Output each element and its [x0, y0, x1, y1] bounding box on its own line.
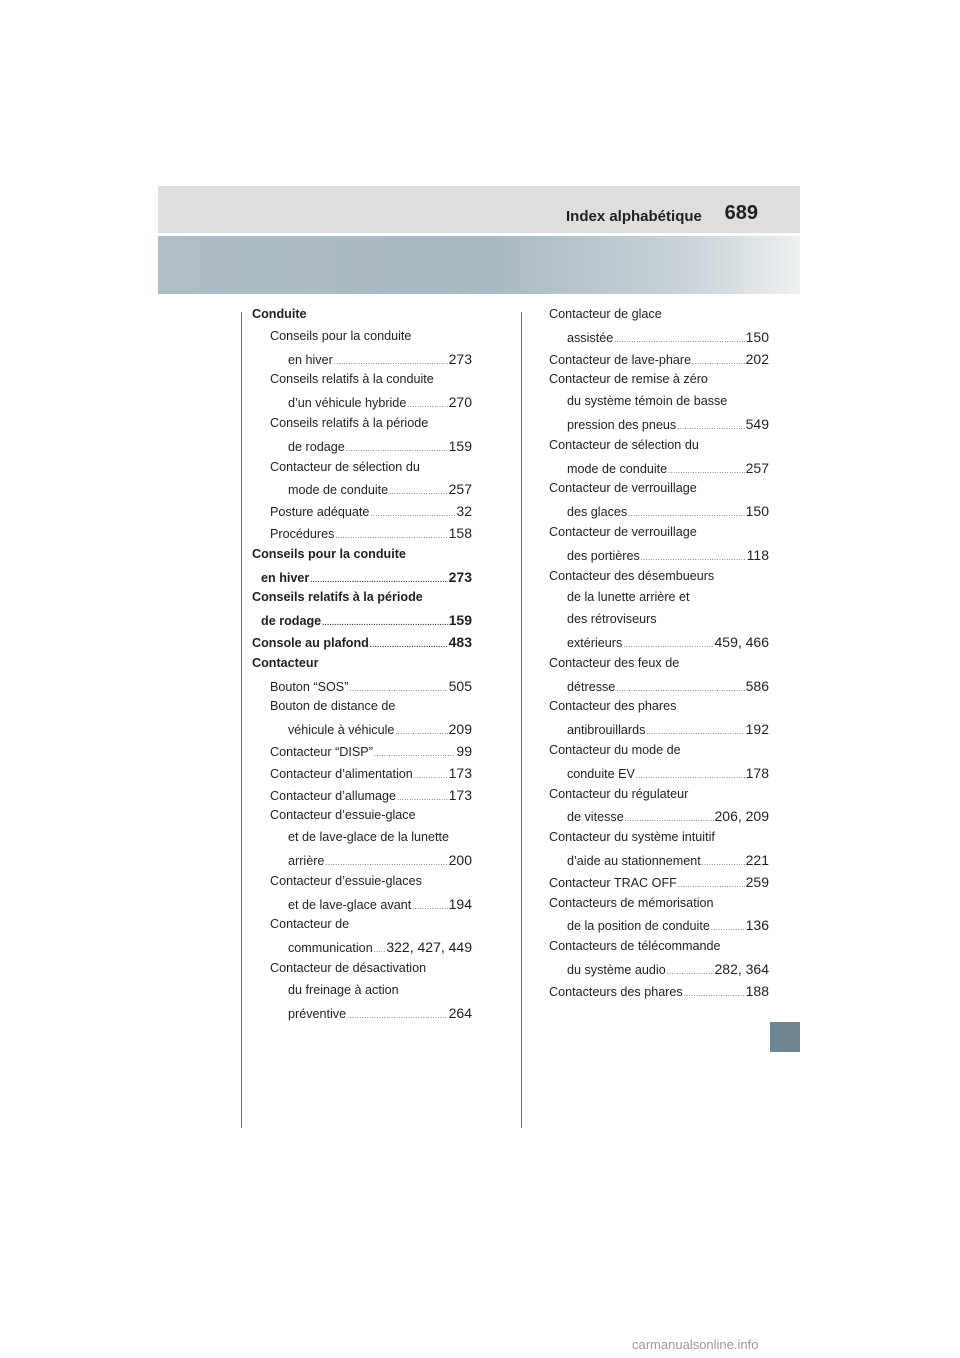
index-entry-text: Contacteur de glace: [549, 307, 662, 321]
leader-dots: [636, 773, 745, 780]
index-entry-text: mode de conduite: [567, 461, 668, 476]
index-entry-text: des rétroviseurs: [567, 612, 657, 627]
index-entry: [252, 983, 472, 1005]
leader-dots: [407, 402, 447, 409]
index-entry: [252, 896, 472, 918]
index-entry-text: Contacteur de sélection du: [270, 459, 420, 474]
leader-dots: [346, 446, 448, 453]
header-bar: [158, 186, 800, 233]
leader-dots: [412, 904, 447, 911]
index-column-right: [549, 307, 769, 1005]
index-entry: [549, 438, 769, 460]
index-entry: [549, 874, 769, 896]
leader-dots: [623, 642, 713, 649]
index-entry-text: Conseils pour la conduite: [252, 546, 406, 561]
index-entry: [252, 743, 472, 765]
leader-dots: [325, 860, 447, 867]
index-entry-text: du système audio: [567, 962, 666, 977]
watermark: carmanualsonline.info: [632, 1337, 759, 1352]
leader-dots: [668, 468, 745, 475]
index-entry: [252, 765, 472, 787]
index-entry: [252, 351, 472, 373]
leader-dots: [374, 751, 456, 758]
index-entry: [549, 852, 769, 874]
index-entry-page: 159: [448, 437, 472, 454]
index-entry-text: et de lave-glace avant: [288, 897, 412, 912]
leader-dots: [370, 642, 448, 649]
decorative-band: [158, 236, 800, 294]
index-entry: [549, 460, 769, 482]
leader-dots: [625, 816, 714, 823]
section-thumb-tab: [770, 1022, 800, 1052]
index-entry-text: Contacteur: [252, 655, 319, 670]
index-entry-text: Contacteur des phares: [549, 699, 677, 714]
index-entry-text: Procédures: [270, 526, 335, 541]
index-entry-text: de rodage: [261, 614, 322, 629]
index-entry-page: 257: [745, 459, 769, 476]
index-entry-text: Contacteur de: [270, 917, 350, 932]
index-entry-text: arrière: [288, 853, 325, 868]
index-entry-text: Contacteur du mode de: [549, 742, 681, 757]
leader-dots: [667, 969, 714, 976]
index-entry-page: 209: [448, 721, 472, 738]
index-entry-page: 586: [745, 677, 769, 694]
leader-dots: [616, 686, 744, 693]
index-entry: [252, 612, 472, 634]
index-entry-text: Contacteur de lave-phare: [549, 352, 692, 367]
index-entry: [252, 852, 472, 874]
index-entry-text: communication: [288, 941, 373, 956]
index-entry-text: préventive: [288, 1006, 347, 1021]
index-entry-text: du freinage à action: [288, 982, 399, 997]
index-entry-page: 118: [746, 546, 769, 563]
index-entry: [549, 503, 769, 525]
index-entry: [252, 590, 472, 612]
index-entry-text: de la position de conduite: [567, 919, 710, 934]
index-entry-page: 206, 209: [714, 808, 769, 825]
index-entry-page: 188: [745, 982, 769, 999]
leader-dots: [614, 337, 744, 344]
index-entry-page: 264: [448, 1004, 472, 1021]
index-entry: [252, 634, 472, 656]
leader-dots: [692, 359, 745, 366]
index-entry: [549, 983, 769, 1005]
index-entry: [549, 394, 769, 416]
index-entry-text: Conseils relatifs à la période: [270, 415, 429, 430]
index-entry-page: 270: [448, 394, 472, 411]
index-entry-text: Contacteur “DISP”: [270, 744, 373, 759]
index-entry: [549, 917, 769, 939]
index-entry: [549, 830, 769, 852]
page-number: 689: [724, 202, 758, 224]
index-entry-text: d’un véhicule hybride: [288, 396, 407, 411]
index-entry: [549, 329, 769, 351]
index-entry: [252, 394, 472, 416]
index-entry-text: Contacteur d’alimentation: [270, 766, 413, 781]
index-entry-page: 257: [448, 481, 472, 498]
index-entry-text: Contacteurs de télécommande: [549, 939, 721, 954]
index-entry: [252, 787, 472, 809]
index-entry: [252, 830, 472, 852]
index-entry: [549, 481, 769, 503]
index-entry: [549, 808, 769, 830]
index-entry-text: Conseils relatifs à la conduite: [270, 372, 434, 387]
index-entry: [549, 699, 769, 721]
index-entry-page: 32: [456, 503, 472, 520]
index-entry: [252, 307, 472, 329]
index-entry-text: Contacteur d’allumage: [270, 788, 397, 803]
index-entry-text: Contacteur de verrouillage: [549, 524, 697, 539]
index-entry-page: 221: [745, 851, 769, 868]
index-entry-page: 173: [448, 764, 472, 781]
index-entry-text: en hiver: [288, 352, 333, 367]
index-entry-text: des portières: [567, 548, 640, 563]
leader-dots: [414, 773, 448, 780]
index-entry-text: conduite EV: [567, 766, 635, 781]
index-entry-page: 150: [745, 328, 769, 345]
index-entry: [252, 678, 472, 700]
index-entry: [549, 590, 769, 612]
index-entry-text: de rodage: [288, 439, 345, 454]
index-entry: [252, 503, 472, 525]
index-entry-text: Contacteur du système intuitif: [549, 830, 715, 845]
index-entry: [252, 961, 472, 983]
index-entry: [252, 481, 472, 503]
left-column-rule: [241, 312, 242, 1128]
index-entry: [549, 961, 769, 983]
index-entry-page: 282, 364: [714, 960, 769, 977]
leader-dots: [347, 1013, 448, 1020]
index-entry-text: Contacteur d’essuie-glaces: [270, 873, 422, 888]
index-entry: [549, 372, 769, 394]
index-entry-text: des glaces: [567, 505, 628, 520]
index-entry: [549, 787, 769, 809]
leader-dots: [395, 729, 447, 736]
index-entry-text: Contacteur de sélection du: [549, 437, 699, 452]
index-entry: [252, 939, 472, 961]
index-entry: [549, 656, 769, 678]
index-entry: [549, 765, 769, 787]
index-entry-page: 202: [745, 350, 769, 367]
leader-dots: [678, 882, 745, 889]
index-entry-text: Console au plafond: [252, 635, 369, 650]
index-entry: [252, 525, 472, 547]
index-entry-text: en hiver: [261, 570, 310, 585]
index-entry: [252, 874, 472, 896]
index-entry-text: Contacteur de désactivation: [270, 960, 427, 975]
index-entry-text: du système témoin de basse: [567, 394, 728, 409]
index-entry: [252, 329, 472, 351]
leader-dots: [322, 620, 447, 627]
leader-dots: [641, 555, 746, 562]
index-entry-page: 322, 427, 449: [386, 939, 472, 956]
page-title: Index alphabétique: [566, 208, 702, 225]
index-entry-page: 159: [448, 612, 472, 629]
index-entry-text: Contacteur de verrouillage: [549, 481, 697, 496]
index-entry: [549, 678, 769, 700]
index-entry: [549, 525, 769, 547]
index-entry-text: Bouton “SOS”: [270, 679, 349, 694]
index-entry-page: 200: [448, 851, 472, 868]
index-entry-page: 273: [448, 350, 472, 367]
index-entry: [549, 569, 769, 591]
index-entry-text: véhicule à véhicule: [288, 723, 395, 738]
leader-dots: [335, 533, 447, 540]
index-entry: [252, 917, 472, 939]
index-entry: [252, 372, 472, 394]
index-entry: [549, 939, 769, 961]
index-entry-text: Contacteur du régulateur: [549, 786, 689, 801]
leader-dots: [628, 511, 744, 518]
index-entry-page: 178: [745, 764, 769, 781]
index-entry: [252, 569, 472, 591]
index-entry: [549, 743, 769, 765]
index-entry: [549, 547, 769, 569]
leader-dots: [374, 947, 386, 954]
leader-dots: [349, 686, 447, 693]
index-entry-text: Bouton de distance de: [270, 699, 396, 714]
leader-dots: [677, 424, 744, 431]
index-entry-text: Contacteur TRAC OFF: [549, 875, 677, 890]
index-entry-page: 99: [456, 742, 472, 759]
index-entry-text: de la lunette arrière et: [567, 590, 690, 605]
index-entry: [549, 307, 769, 329]
index-entry-page: 173: [448, 786, 472, 803]
leader-dots: [702, 860, 745, 867]
leader-dots: [334, 359, 448, 366]
index-entry: [252, 438, 472, 460]
index-entry-text: Contacteurs de mémorisation: [549, 895, 714, 910]
leader-dots: [684, 991, 745, 998]
leader-dots: [646, 729, 744, 736]
index-entry-text: Contacteurs des phares: [549, 984, 683, 999]
index-entry: [252, 699, 472, 721]
index-entry: [252, 460, 472, 482]
index-entry-page: 158: [448, 524, 472, 541]
index-entry-page: 483: [448, 633, 472, 650]
leader-dots: [711, 925, 745, 932]
index-entry-text: mode de conduite: [288, 483, 389, 498]
index-entry: [549, 416, 769, 438]
index-column-left: [252, 307, 472, 1026]
index-entry: [252, 416, 472, 438]
leader-dots: [310, 577, 447, 584]
index-entry-text: pression des pneus: [567, 417, 677, 432]
index-entry-text: antibrouillards: [567, 723, 646, 738]
index-entry: [252, 808, 472, 830]
index-entry-page: 459, 466: [714, 633, 769, 650]
index-entry-text: d’aide au stationnement: [567, 853, 701, 868]
index-entry-text: Conseils relatifs à la période: [252, 590, 423, 605]
index-entry-text: Contacteur des feux de: [549, 655, 680, 670]
index-entry-page: 273: [448, 568, 472, 585]
index-entry-text: extérieurs: [567, 635, 623, 650]
index-entry-text: Contacteur d’essuie-glace: [270, 808, 416, 823]
index-entry-page: 192: [745, 721, 769, 738]
index-entry: [549, 721, 769, 743]
index-entry-text: et de lave-glace de la lunette: [288, 830, 450, 845]
index-entry: [549, 896, 769, 918]
right-column-rule: [521, 312, 522, 1128]
index-entry-text: assistée: [567, 330, 614, 345]
index-entry-text: détresse: [567, 679, 616, 694]
index-entry-text: Posture adéquate: [270, 505, 370, 520]
index-entry: [252, 721, 472, 743]
leader-dots: [370, 511, 455, 518]
index-entry: [549, 612, 769, 634]
index-entry-page: 549: [745, 415, 769, 432]
index-entry: [549, 634, 769, 656]
index-entry: [252, 547, 472, 569]
index-entry: [252, 1005, 472, 1027]
index-entry-page: 136: [745, 917, 769, 934]
index-entry-text: Conduite: [252, 307, 307, 321]
leader-dots: [397, 795, 448, 802]
index-entry: [252, 656, 472, 678]
index-entry-text: Contacteur de remise à zéro: [549, 372, 708, 387]
leader-dots: [389, 489, 448, 496]
index-entry-page: 194: [448, 895, 472, 912]
index-entry-page: 150: [745, 503, 769, 520]
index-entry-page: 505: [448, 677, 472, 694]
index-entry-page: 259: [745, 873, 769, 890]
index-entry: [549, 351, 769, 373]
index-entry-text: de vitesse: [567, 810, 624, 825]
index-entry-text: Conseils pour la conduite: [270, 328, 412, 343]
index-entry-text: Contacteur des désembueurs: [549, 568, 715, 583]
